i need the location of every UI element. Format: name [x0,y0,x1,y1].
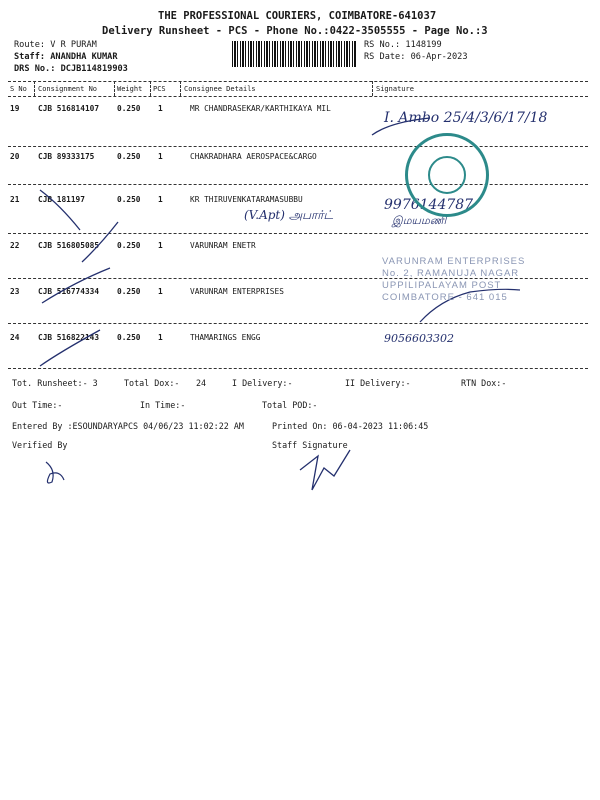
cell-weight: 0.250 [117,287,141,296]
col-header-consignee: Consignee Details [184,85,256,93]
cell-sno: 21 [10,195,20,204]
cell-consignment: CJB 89333175 [38,152,95,161]
cell-consignee: THAMARINGS ENGG [190,333,261,342]
rs-no-label: RS No.: [364,40,401,50]
cell-weight: 0.250 [117,333,141,342]
cell-pcs: 1 [158,104,163,113]
col-header-signature: Signature [376,85,414,93]
cell-sno: 20 [10,152,20,161]
cell-pcs: 1 [158,195,163,204]
handwritten-name: இமயமணி [392,214,447,227]
total-runsheet: Tot. Runsheet:- 3 [12,378,98,388]
stamp-line: No. 2, RAMANUJA NAGAR [382,268,520,279]
col-header-sno: S No [10,85,27,93]
rs-date-value: 06-Apr-2023 [410,52,468,62]
tick-mark [42,268,110,303]
cell-sno: 23 [10,287,20,296]
entered-by: Entered By :ESOUNDARYAPCS 04/06/23 11:02:22 AM [12,421,244,431]
company-seal [405,133,489,217]
total-pod: Total POD:- [262,400,318,410]
drs-value: DCJB114819903 [60,64,128,74]
col-header-pcs: PCS [153,85,166,93]
cell-consignment: CJB 516814107 [38,104,100,113]
route-value: V R PURAM [50,40,97,50]
out-time: Out Time:- [12,400,63,410]
cell-pcs: 1 [158,333,163,342]
cell-sno: 19 [10,104,20,113]
route-label: Route: [14,40,46,50]
cell-sno: 22 [10,241,20,250]
cell-consignee: KR THIRUVENKATARAMASUBBU [190,195,303,204]
cell-consignee: CHAKRADHARA AEROSPACE&CARGO [190,152,317,161]
tick-mark [82,222,118,262]
i-delivery: I Delivery:- [232,378,293,388]
cell-weight: 0.250 [117,152,141,161]
staff-signature-label: Staff Signature [272,440,348,450]
staff-value: ANANDHA KUMAR [50,52,118,62]
verified-signature-scribble [46,462,64,483]
tick-mark [40,190,80,230]
col-header-consignment: Consignment No [38,85,98,93]
staff-label: Staff: [14,52,46,62]
cell-weight: 0.250 [117,195,141,204]
handwritten-signature: I. Ambo 25/4/3/6/17/18 [384,110,548,126]
cell-sno: 24 [10,333,20,342]
ii-delivery: II Delivery:- [345,378,411,388]
cell-pcs: 1 [158,287,163,296]
printed-on: Printed On: 06-04-2023 11:06:45 [272,421,429,431]
handwritten-phone: 9976144787 [384,197,474,213]
col-header-weight: Weight [117,85,143,93]
rs-date-label: RS Date: [364,52,406,62]
verified-by: Verified By [12,440,68,450]
cell-weight: 0.250 [117,104,141,113]
handwritten-phone: 9056603302 [384,332,454,345]
cell-consignment: CJB 516805085 [38,241,100,250]
stamp-line: COIMBATORE - 641 015 [382,292,508,303]
cell-weight: 0.250 [117,241,141,250]
company-title: THE PROFESSIONAL COURIERS, COIMBATORE-641037 [158,10,437,22]
tick-mark [40,330,100,366]
stamp-line: UPPILIPALAYAM POST [382,280,502,291]
cell-consignee: VARUNRAM ENTERPRISES [190,287,284,296]
seal-inner-ring [428,156,466,194]
drs-label: DRS No.: [14,64,56,74]
rtn-dox: RTN Dox:- [461,378,507,388]
cell-consignment: CJB 516774334 [38,287,100,296]
stamp-line: VARUNRAM ENTERPRISES [382,256,526,267]
staff-signature-scribble [300,450,350,490]
runsheet-subtitle: Delivery Runsheet - PCS - Phone No.:0422-3505555 - Page No.:3 [102,25,488,37]
cell-consignee: VARUNRAM ENETR [190,241,256,250]
cell-consignment: CJB 516822143 [38,333,100,342]
cell-pcs: 1 [158,152,163,161]
total-dox-label: Total Dox:- [124,378,180,388]
handwritten-note: (V.Apt) அபார்ட் [244,208,334,222]
cell-consignment: CJB 181197 [38,195,85,204]
cell-pcs: 1 [158,241,163,250]
total-dox-value: 24 [196,378,207,388]
in-time: In Time:- [140,400,186,410]
rs-no-value: 1148199 [405,40,442,50]
cell-consignee: MR CHANDRASEKAR/KARTHIKAYA MIL [190,104,331,113]
